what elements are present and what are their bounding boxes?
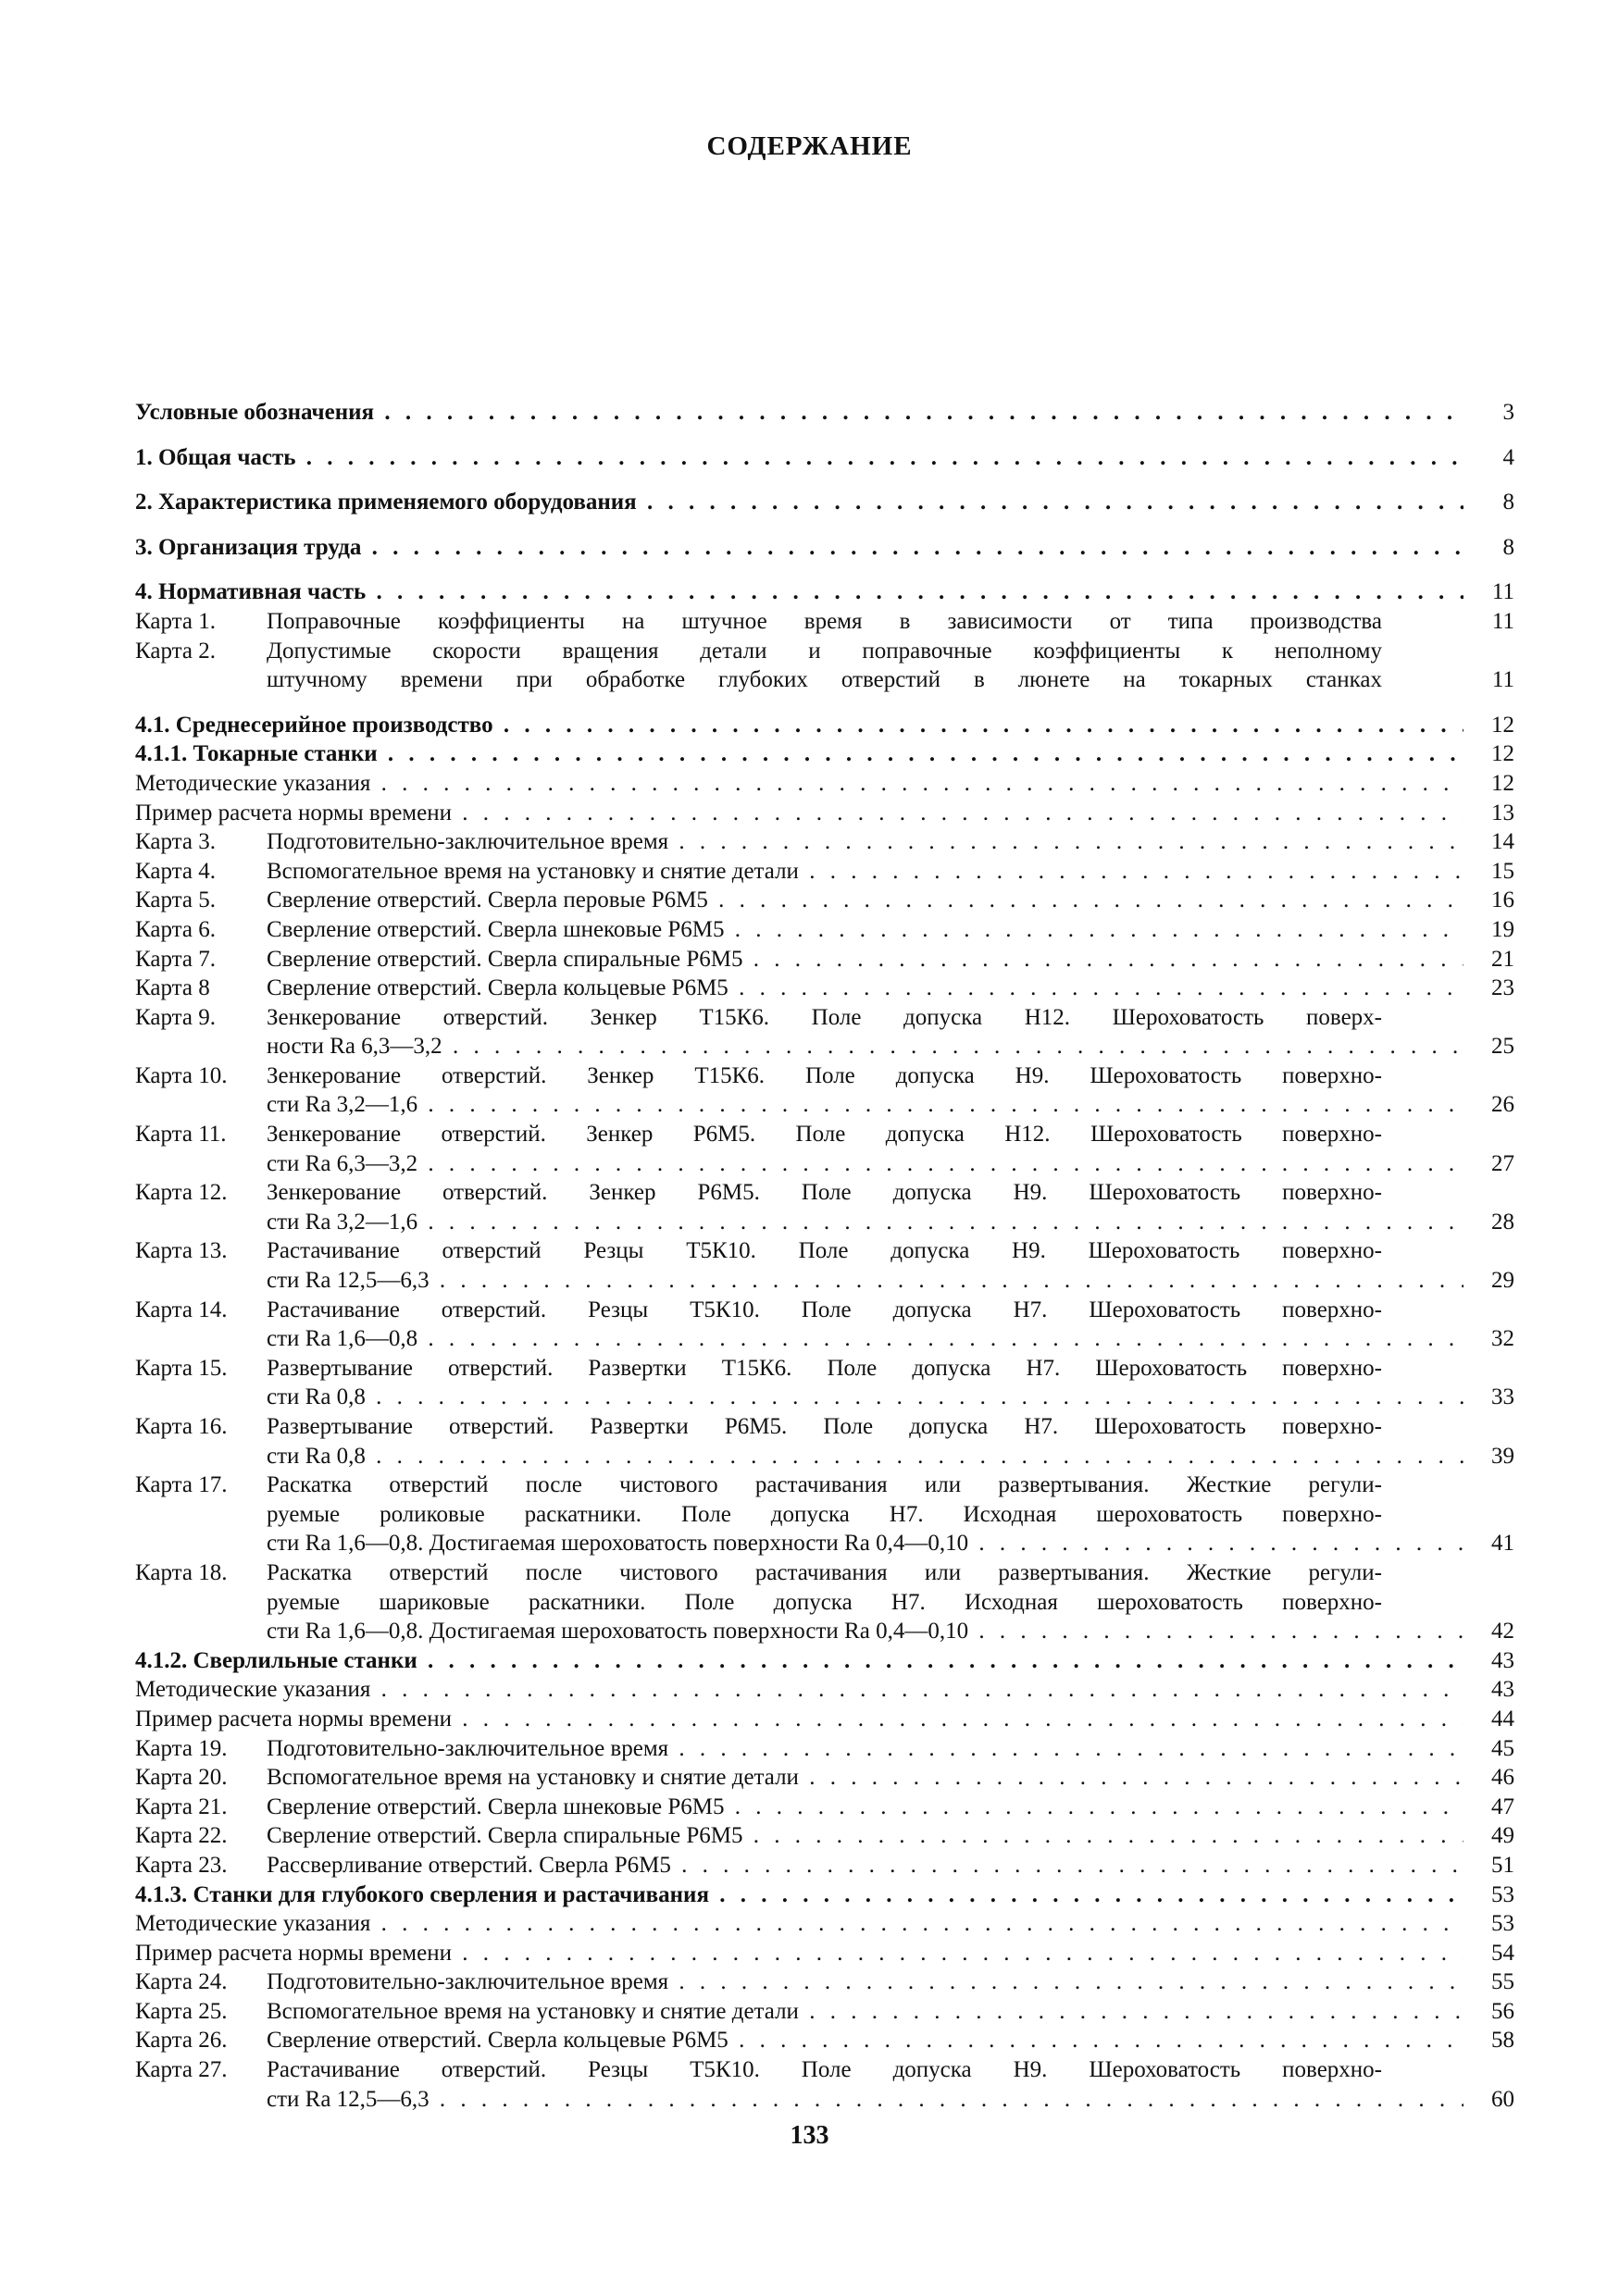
toc-entry-label: Карта 19.	[135, 1735, 228, 1761]
toc-entry-text: Методические указания . . .	[135, 1909, 1463, 1939]
toc-page-number: 15	[1491, 858, 1514, 884]
toc-page-number: 26	[1491, 1092, 1514, 1118]
toc-page-number: 39	[1491, 1443, 1514, 1469]
toc-entry-label: Карта 22.	[135, 1823, 228, 1849]
toc-entry	[135, 799, 1514, 828]
toc-entry	[135, 607, 1514, 637]
toc-page-number: 12	[1491, 741, 1514, 767]
toc-entry-text: Раскатка отверстий после чистового растачивания или развертывания. Жесткие регули-	[267, 1559, 1382, 1585]
toc-entry	[135, 739, 1514, 769]
toc-page-number: 8	[1502, 490, 1514, 515]
toc-entry	[135, 1909, 1514, 1939]
toc-entry-label: Карта 8	[135, 975, 210, 1001]
toc-entry	[135, 1763, 1514, 1793]
toc-entry-label: Карта 10.	[135, 1062, 228, 1088]
toc-page-number: 60	[1491, 2086, 1514, 2112]
toc-page-number: 58	[1491, 2028, 1514, 2054]
toc-entry	[135, 711, 1514, 740]
toc-entry-text: сти Ra 1,6—0,8. Достигаемая шероховатость поверхности Ra 0,4—0,10 . . .	[267, 1617, 1463, 1646]
toc-entry	[135, 1734, 1514, 1764]
toc-entry-label: Карта 26.	[135, 2028, 228, 2054]
toc-page-number: 4	[1502, 444, 1514, 470]
toc-entry-text: сти Ra 0,8 . . .	[267, 1442, 1463, 1471]
toc-page-number: 43	[1491, 1647, 1514, 1673]
toc-page-number: 25	[1491, 1034, 1514, 1060]
toc-page-number: 23	[1491, 975, 1514, 1001]
toc-page-number: 12	[1491, 770, 1514, 796]
toc-entry-text: Поправочные коэффициенты на штучное время в зависимости от типа производства	[267, 608, 1382, 634]
toc-entry-text: Методические указания . . .	[135, 1675, 1463, 1705]
toc-entry-label: Карта 16.	[135, 1414, 228, 1439]
toc-entry-label: Карта 2.	[135, 638, 216, 664]
toc-page-number: 32	[1491, 1326, 1514, 1352]
toc-entry-text: 2. Характеристика применяемого оборудования . . .	[135, 488, 1463, 517]
toc-entry	[135, 488, 1514, 517]
toc-page-number: 14	[1491, 829, 1514, 855]
toc-page-number: 53	[1491, 1911, 1514, 1937]
toc-entry-text: Сверление отверстий. Сверла спиральные Р6М5 . . .	[267, 945, 1463, 974]
toc-entry-label: Карта 3.	[135, 829, 216, 855]
toc-entry-text: Раскатка отверстий после чистового растачивания или развертывания. Жесткие регули-	[267, 1472, 1382, 1498]
toc-page-number: 12	[1491, 712, 1514, 738]
toc-entry-label: Карта 9.	[135, 1004, 216, 1030]
toc-page-number: 53	[1491, 1881, 1514, 1907]
toc-entry-text: 4.1.1. Токарные станки . . .	[135, 739, 1463, 769]
toc-entry-label: Карта 18.	[135, 1559, 228, 1585]
toc-entry	[135, 577, 1514, 607]
toc-entry-text: Условные обозначения . . .	[135, 398, 1463, 428]
toc-entry-label: Карта 7.	[135, 946, 216, 972]
toc-page-number: 11	[1491, 579, 1514, 605]
toc-entry	[135, 1939, 1514, 1968]
toc-entry-text: Сверление отверстий. Сверла кольцевые Р6М5 . . .	[267, 2026, 1463, 2055]
toc-entry-text: сти Ra 6,3—3,2 . . .	[267, 1149, 1463, 1179]
toc-entry-label: Карта 23.	[135, 1852, 228, 1878]
toc-entry-text: сти Ra 1,6—0,8 . . .	[267, 1324, 1463, 1354]
toc-entry-text: Развертывание отверстий. Развертки Т15К6. Поле допуска Н7. Шероховатость поверхно-	[267, 1355, 1382, 1381]
toc-entry-text: Сверление отверстий. Сверла перовые Р6М5 . . .	[267, 886, 1463, 915]
toc-page-number: 46	[1491, 1765, 1514, 1791]
toc-entry-text: руемые шариковые раскатники. Поле допуска Н7. Исходная шероховатость поверхно-	[267, 1589, 1382, 1615]
toc-entry	[135, 1705, 1514, 1734]
toc-entry-text: штучному времени при обработке глубоких отверстий в люнете на токарных станках	[267, 667, 1382, 693]
toc-entry-text: Сверление отверстий. Сверла кольцевые Р6М5 . . .	[267, 974, 1463, 1003]
toc-entry	[135, 1412, 1514, 1471]
toc-entry-label: Карта 13.	[135, 1238, 228, 1264]
toc-entry-text: сти Ra 3,2—1,6 . . .	[267, 1208, 1463, 1237]
table-of-contents	[135, 398, 1514, 2114]
toc-entry-text: сти Ra 0,8 . . .	[267, 1383, 1463, 1412]
toc-entry	[135, 1967, 1514, 1997]
toc-page-number: 29	[1491, 1268, 1514, 1294]
toc-entry	[135, 1236, 1514, 1295]
toc-page-number: 56	[1491, 1998, 1514, 2024]
toc-entry	[135, 2026, 1514, 2055]
toc-entry-label: Карта 12.	[135, 1180, 228, 1206]
toc-entry	[135, 886, 1514, 915]
toc-entry	[135, 1296, 1514, 1354]
toc-page-number: 55	[1491, 1969, 1514, 1995]
toc-entry-text: 4.1.2. Сверлильные станки . . .	[135, 1646, 1463, 1676]
toc-entry-text: Подготовительно-заключительное время . . .	[267, 1967, 1463, 1997]
toc-entry-text: руемые роликовые раскатники. Поле допуска Н7. Исходная шероховатость поверхно-	[267, 1501, 1382, 1527]
toc-entry-text: сти Ra 12,5—6,3 . . .	[267, 1266, 1463, 1296]
toc-entry-text: Зенкерование отверстий. Зенкер Р6М5. Поле допуска Н12. Шероховатость поверхно-	[267, 1122, 1382, 1148]
page-number: 133	[790, 2121, 829, 2150]
toc-entry-label: Карта 27.	[135, 2057, 228, 2083]
toc-entry-label: Карта 21.	[135, 1793, 228, 1819]
toc-entry-text: Зенкерование отверстий. Зенкер Р6М5. Поле допуска Н9. Шероховатость поверхно-	[267, 1180, 1382, 1206]
toc-entry-text: Вспомогательное время на установку и снятие детали . . .	[267, 857, 1463, 887]
toc-entry	[135, 1061, 1514, 1120]
toc-entry-label: Карта 20.	[135, 1765, 228, 1791]
toc-entry-text: сти Ra 3,2—1,6 . . .	[267, 1090, 1463, 1120]
toc-entry	[135, 769, 1514, 799]
toc-entry	[135, 1120, 1514, 1178]
toc-entry	[135, 1821, 1514, 1851]
toc-entry-text: 1. Общая часть . . .	[135, 443, 1463, 473]
toc-entry-text: Подготовительно-заключительное время . . .	[267, 827, 1463, 857]
toc-page-number: 3	[1502, 400, 1514, 425]
toc-entry-text: Зенкерование отверстий. Зенкер Т15К6. Поле допуска Н12. Шероховатость поверх-	[267, 1004, 1382, 1030]
toc-entry	[135, 1646, 1514, 1676]
toc-entry-label: Карта 17.	[135, 1472, 228, 1498]
toc-entry-text: Сверление отверстий. Сверла спиральные Р6М5 . . .	[267, 1821, 1463, 1851]
toc-entry-text: Пример расчета нормы времени . . .	[135, 799, 1463, 828]
toc-page-number: 13	[1491, 800, 1514, 825]
toc-page-number: 41	[1491, 1531, 1514, 1557]
toc-page-number: 43	[1491, 1677, 1514, 1703]
toc-page-number: 11	[1491, 667, 1514, 693]
toc-page-number: 11	[1491, 608, 1514, 634]
toc-entry-text: Растачивание отверстий. Резцы Т5К10. Поле допуска Н7. Шероховатость поверхно-	[267, 1297, 1382, 1322]
toc-page-number: 51	[1491, 1852, 1514, 1878]
toc-page-number: 8	[1502, 534, 1514, 560]
toc-page-number: 16	[1491, 887, 1514, 913]
toc-entry-label: Карта 4.	[135, 858, 216, 884]
toc-entry-text: Методические указания . . .	[135, 769, 1463, 799]
toc-entry	[135, 857, 1514, 887]
toc-entry	[135, 1003, 1514, 1061]
toc-page-number: 44	[1491, 1706, 1514, 1731]
toc-entry	[135, 915, 1514, 945]
toc-page-number: 33	[1491, 1384, 1514, 1410]
toc-entry-text: Пример расчета нормы времени . . .	[135, 1939, 1463, 1968]
toc-entry-text: Подготовительно-заключительное время . . .	[267, 1734, 1463, 1764]
toc-entry-label: Карта 6.	[135, 916, 216, 942]
toc-entry-text: Пример расчета нормы времени . . .	[135, 1705, 1463, 1734]
toc-entry-text: Сверление отверстий. Сверла шнековые Р6М5 . . .	[267, 1793, 1463, 1822]
toc-entry	[135, 533, 1514, 563]
toc-entry-label: Карта 25.	[135, 1998, 228, 2024]
toc-entry-text: 4. Нормативная часть . . .	[135, 577, 1463, 607]
toc-entry	[135, 1793, 1514, 1822]
toc-entry-text: Растачивание отверстий Резцы Т5К10. Поле допуска Н9. Шероховатость поверхно-	[267, 1238, 1382, 1264]
toc-entry-text: Допустимые скорости вращения детали и поправочные коэффициенты к неполному	[267, 638, 1382, 664]
toc-page-number: 21	[1491, 946, 1514, 972]
toc-entry-text: Зенкерование отверстий. Зенкер Т15К6. Поле допуска Н9. Шероховатость поверхно-	[267, 1062, 1382, 1088]
toc-entry	[135, 945, 1514, 974]
toc-entry-text: 4.1. Среднесерийное производство . . .	[135, 711, 1463, 740]
toc-entry-text: Вспомогательное время на установку и снятие детали . . .	[267, 1763, 1463, 1793]
toc-entry	[135, 1851, 1514, 1880]
toc-entry-label: Карта 11.	[135, 1122, 227, 1148]
toc-entry	[135, 1558, 1514, 1646]
toc-entry-text: Развертывание отверстий. Развертки Р6М5. Поле допуска Н7. Шероховатость поверхно-	[267, 1414, 1382, 1439]
toc-page-number: 47	[1491, 1793, 1514, 1819]
toc-page-number: 45	[1491, 1735, 1514, 1761]
toc-entry	[135, 1471, 1514, 1558]
toc-entry	[135, 1354, 1514, 1412]
toc-entry-text: сти Ra 12,5—6,3 . . .	[267, 2085, 1463, 2115]
toc-entry	[135, 827, 1514, 857]
toc-entry	[135, 443, 1514, 473]
toc-entry-label: Карта 14.	[135, 1297, 228, 1322]
toc-entry	[135, 1675, 1514, 1705]
toc-entry	[135, 1178, 1514, 1236]
toc-entry	[135, 974, 1514, 1003]
toc-entry-label: Карта 5.	[135, 887, 216, 913]
page-title: СОДЕРЖАНИЕ	[706, 131, 913, 161]
toc-entry-text: 4.1.3. Станки для глубокого сверления и растачивания . . .	[135, 1880, 1463, 1910]
toc-page-number: 42	[1491, 1619, 1514, 1644]
toc-entry	[135, 1997, 1514, 2027]
toc-page-number: 19	[1491, 916, 1514, 942]
toc-entry-text: ности Ra 6,3—3,2 . . .	[267, 1032, 1463, 1061]
toc-page-number: 27	[1491, 1150, 1514, 1176]
toc-entry-text: Сверление отверстий. Сверла шнековые Р6М5 . . .	[267, 915, 1463, 945]
toc-page-number: 49	[1491, 1823, 1514, 1849]
toc-entry-text: Растачивание отверстий. Резцы Т5К10. Поле допуска Н9. Шероховатость поверхно-	[267, 2057, 1382, 2083]
toc-entry-label: Карта 15.	[135, 1355, 228, 1381]
toc-entry	[135, 1880, 1514, 1910]
toc-page-number: 28	[1491, 1209, 1514, 1235]
toc-entry-label: Карта 1.	[135, 608, 216, 634]
toc-entry-text: 3. Организация труда . . .	[135, 533, 1463, 563]
toc-entry	[135, 2055, 1514, 2114]
toc-entry-text: Вспомогательное время на установку и снятие детали . . .	[267, 1997, 1463, 2027]
toc-entry-label: Карта 24.	[135, 1969, 228, 1995]
toc-page-number: 54	[1491, 1940, 1514, 1966]
toc-entry	[135, 637, 1514, 695]
toc-entry	[135, 398, 1514, 428]
toc-entry-text: Рассверливание отверстий. Сверла Р6М5 . . .	[267, 1851, 1463, 1880]
toc-entry-text: сти Ra 1,6—0,8. Достигаемая шероховатость поверхности Ra 0,4—0,10 . . .	[267, 1529, 1463, 1558]
